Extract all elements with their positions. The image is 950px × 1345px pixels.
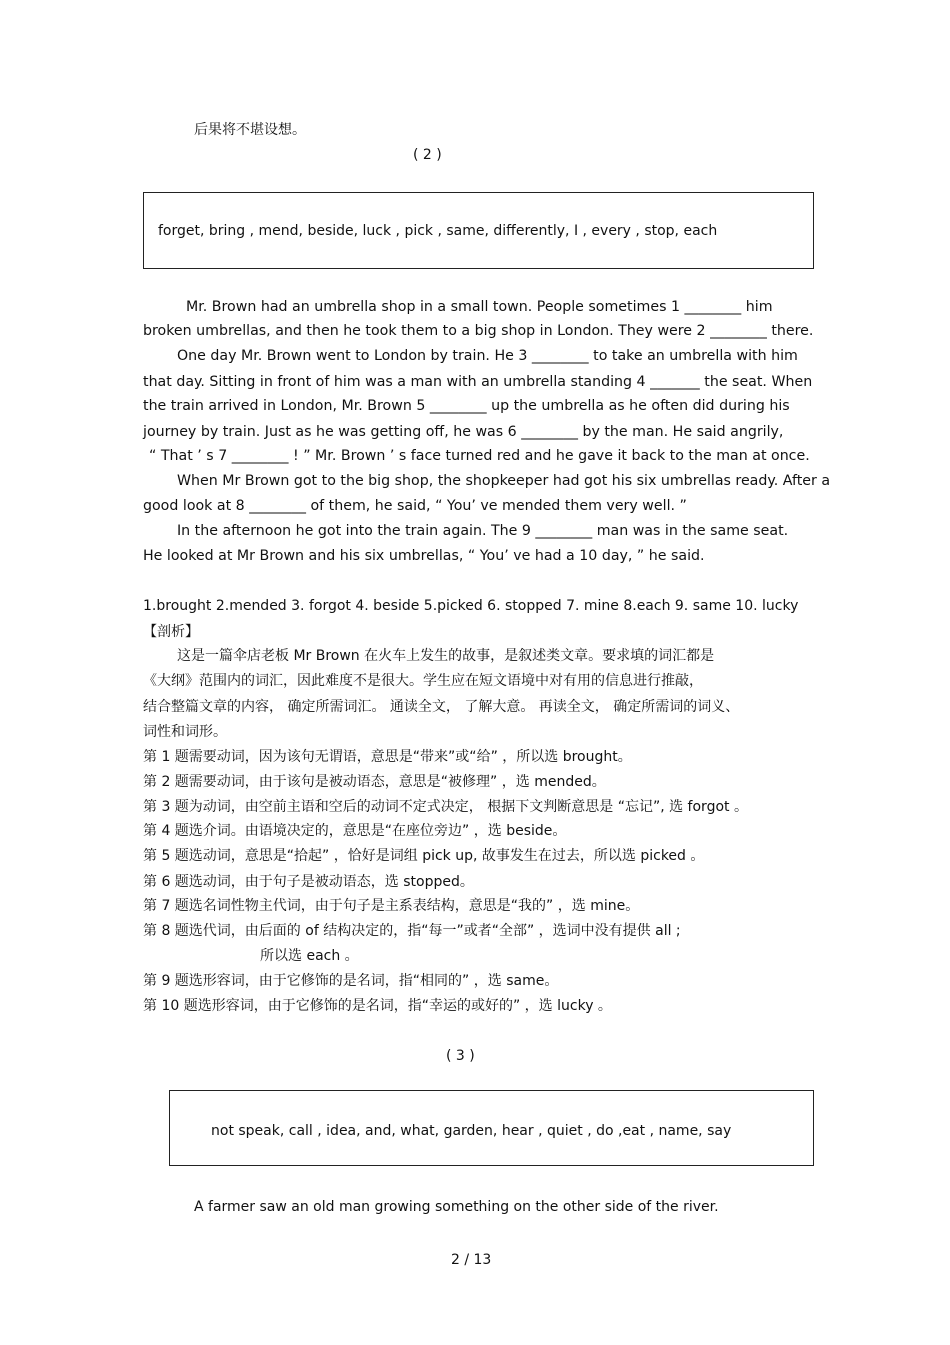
passage-line: One day Mr. Brown went to London by train. He 3 ________ to take an umbrella with him <box>177 348 798 364</box>
section-3-word-bank: not speak, call , idea, and, what, garden, hear , quiet , do ,eat , name, say <box>211 1123 732 1139</box>
analysis-line: 《大纲》范围内的词汇，因此难度不是很大。学生应在短文语境中对有用的信息进行推敲， <box>143 673 703 689</box>
section-3-first-line: A farmer saw an old man growing something on the other side of the river. <box>194 1199 719 1215</box>
analysis-line: 第 3 题为动词，由空前主语和空后的动词不定式决定， 根据下文判断意思是 “忘记”, 选 forgot 。 <box>143 799 748 815</box>
top-line: 后果将不堪设想。 <box>194 122 306 138</box>
analysis-line: 第 5 题选动词，意思是“拾起” ，恰好是词组 pick up, 故事发生在过去，所以选 picked 。 <box>143 848 705 864</box>
passage-line: journey by train. Just as he was getting off, he was 6 ________ by the man. He said angrily, <box>143 424 784 440</box>
section-3-word-bank-box <box>169 1090 814 1166</box>
analysis-line: 结合整篇文章的内容， 确定所需词汇。 通读全文， 了解大意。 再读全文， 确定所需词的词义、 <box>143 699 740 715</box>
analysis-line: 第 2 题需要动词，由于该句是被动语态，意思是“被修理” ，选 mended。 <box>143 774 606 790</box>
analysis-line: 第 10 题选形容词，由于它修饰的是名词，指“幸运的或好的” ，选 lucky 。 <box>143 998 612 1014</box>
section-2-word-bank: forget, bring , mend, beside, luck , pick , same, differently, I , every , stop, each <box>158 223 718 239</box>
section-2-heading: ( 2 ) <box>413 147 442 163</box>
passage-line: In the afternoon he got into the train again. The 9 ________ man was in the same seat. <box>177 523 789 539</box>
analysis-line: 第 9 题选形容词，由于它修饰的是名词，指“相同的” ，选 same。 <box>143 973 559 989</box>
analysis-line: 所以选 each 。 <box>260 948 359 964</box>
analysis-title: 【剖析】 <box>143 624 199 640</box>
passage-line: He looked at Mr Brown and his six umbrellas, “ You’ ve had a 10 day, ” he said. <box>143 548 705 564</box>
analysis-line: 第 6 题选动词，由于句子是被动语态，选 stopped。 <box>143 874 474 890</box>
passage-line: When Mr Brown got to the big shop, the shopkeeper had got his six umbrellas ready. After a <box>177 473 831 489</box>
analysis-line: 第 8 题选代词，由后面的 of 结构决定的，指“每一”或者“全部” ，选词中没有提供 all ; <box>143 923 681 939</box>
passage-line: broken umbrellas, and then he took them to a big shop in London. They were 2 ________ there. <box>143 323 814 339</box>
section-2-answers: 1.brought 2.mended 3. forgot 4. beside 5.picked 6. stopped 7. mine 8.each 9. same 10. lucky <box>143 598 799 614</box>
passage-line: Mr. Brown had an umbrella shop in a small town. People sometimes 1 ________ him <box>186 299 773 315</box>
passage-line: “ That ’ s 7 ________ ! ” Mr. Brown ’ s face turned red and he gave it back to the man at once. <box>149 448 810 464</box>
analysis-line: 第 1 题需要动词，因为该句无谓语，意思是“带来”或“给” ，所以选 brought。 <box>143 749 632 765</box>
passage-line: that day. Sitting in front of him was a man with an umbrella standing 4 _______ the seat. When <box>143 374 813 390</box>
analysis-line: 这是一篇伞店老板 Mr Brown 在火车上发生的故事，是叙述类文章。要求填的词汇都是 <box>177 648 715 664</box>
analysis-line: 词性和词形。 <box>143 724 227 740</box>
section-3-heading: ( 3 ) <box>446 1048 475 1064</box>
page-number: 2 / 13 <box>451 1252 492 1268</box>
analysis-line: 第 4 题选介词。由语境决定的，意思是“在座位旁边” ，选 beside。 <box>143 823 567 839</box>
passage-line: good look at 8 ________ of them, he said, “ You’ ve mended them very well. ” <box>143 498 687 514</box>
analysis-line: 第 7 题选名词性物主代词，由于句子是主系表结构，意思是“我的” ，选 mine。 <box>143 898 640 914</box>
section-2-word-bank-box <box>143 192 814 269</box>
passage-line: the train arrived in London, Mr. Brown 5 ________ up the umbrella as he often did during his <box>143 398 790 414</box>
